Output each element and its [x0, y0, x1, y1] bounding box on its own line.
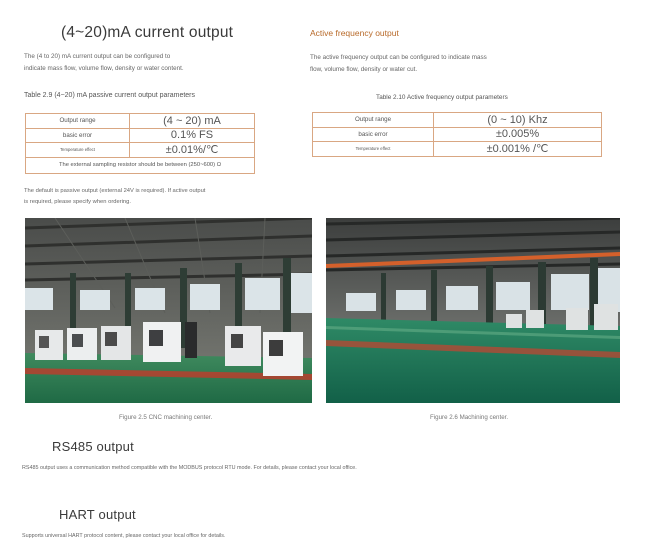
rs485-title: RS485 output	[52, 439, 134, 454]
frequency-output-table	[312, 112, 602, 157]
table-cell-value: ±0.005%	[434, 127, 602, 142]
table-2-9-caption: Table 2.9 (4~20) mA passive current output parameters	[24, 92, 196, 99]
cnc-machining-photo	[25, 218, 312, 403]
table-cell-value: 0.1% FS	[130, 128, 255, 143]
frequency-output-title: Active frequency output	[310, 28, 399, 38]
table-cell-value: ±0.01%/℃	[130, 143, 255, 158]
table-cell-label: basic error	[313, 127, 434, 142]
hart-desc: Supports universal HART protocol content, please contact your local office for details.	[22, 533, 226, 539]
default-output-note-2: is required, please specify when ordering.	[24, 199, 131, 205]
table-row	[26, 143, 255, 158]
table-2-10-caption: Table 2.10 Active frequency output parameters	[376, 94, 508, 101]
figure-2-6-caption: Figure 2.6 Machining center.	[430, 414, 509, 421]
figure-2-5-caption: Figure 2.5 CNC machining center.	[119, 414, 213, 421]
table-row	[26, 114, 255, 129]
frequency-output-desc-1: The active frequency output can be configured to indicate mass	[310, 54, 487, 61]
frequency-output-desc-2: flow, volume flow, density or water cut.	[310, 66, 418, 73]
table-row	[313, 127, 602, 142]
table-note: The external sampling resistor should be between (250~600) Ω	[26, 157, 255, 173]
table-row	[313, 142, 602, 157]
current-output-desc-2: indicate mass flow, volume flow, density or water content.	[24, 65, 184, 72]
table-cell-value: ±0.001% /℃	[434, 142, 602, 157]
table-row	[313, 113, 602, 128]
table-cell-label: Temperature effect	[26, 143, 130, 158]
machining-center-photo	[326, 218, 620, 403]
table-row	[26, 157, 255, 173]
table-cell-value: (4 ~ 20) mA	[130, 114, 255, 129]
current-output-desc-1: The (4 to 20) mA current output can be configured to	[24, 53, 171, 60]
current-output-title: (4~20)mA current output	[61, 24, 234, 41]
table-cell-label: Output range	[26, 114, 130, 129]
table-row	[26, 128, 255, 143]
default-output-note-1: The default is passive output (external 24V is required). If active output	[24, 188, 206, 194]
table-cell-value: (0 ~ 10) Khz	[434, 113, 602, 128]
table-cell-label: Temperature effect	[313, 142, 434, 157]
table-cell-label: basic error	[26, 128, 130, 143]
hart-title: HART output	[59, 507, 136, 522]
current-output-table	[25, 113, 255, 174]
table-cell-label: Output range	[313, 113, 434, 128]
rs485-desc: RS485 output uses a communication method compatible with the MODBUS protocol RTU mode. For details, please contact your local office.	[22, 465, 357, 471]
